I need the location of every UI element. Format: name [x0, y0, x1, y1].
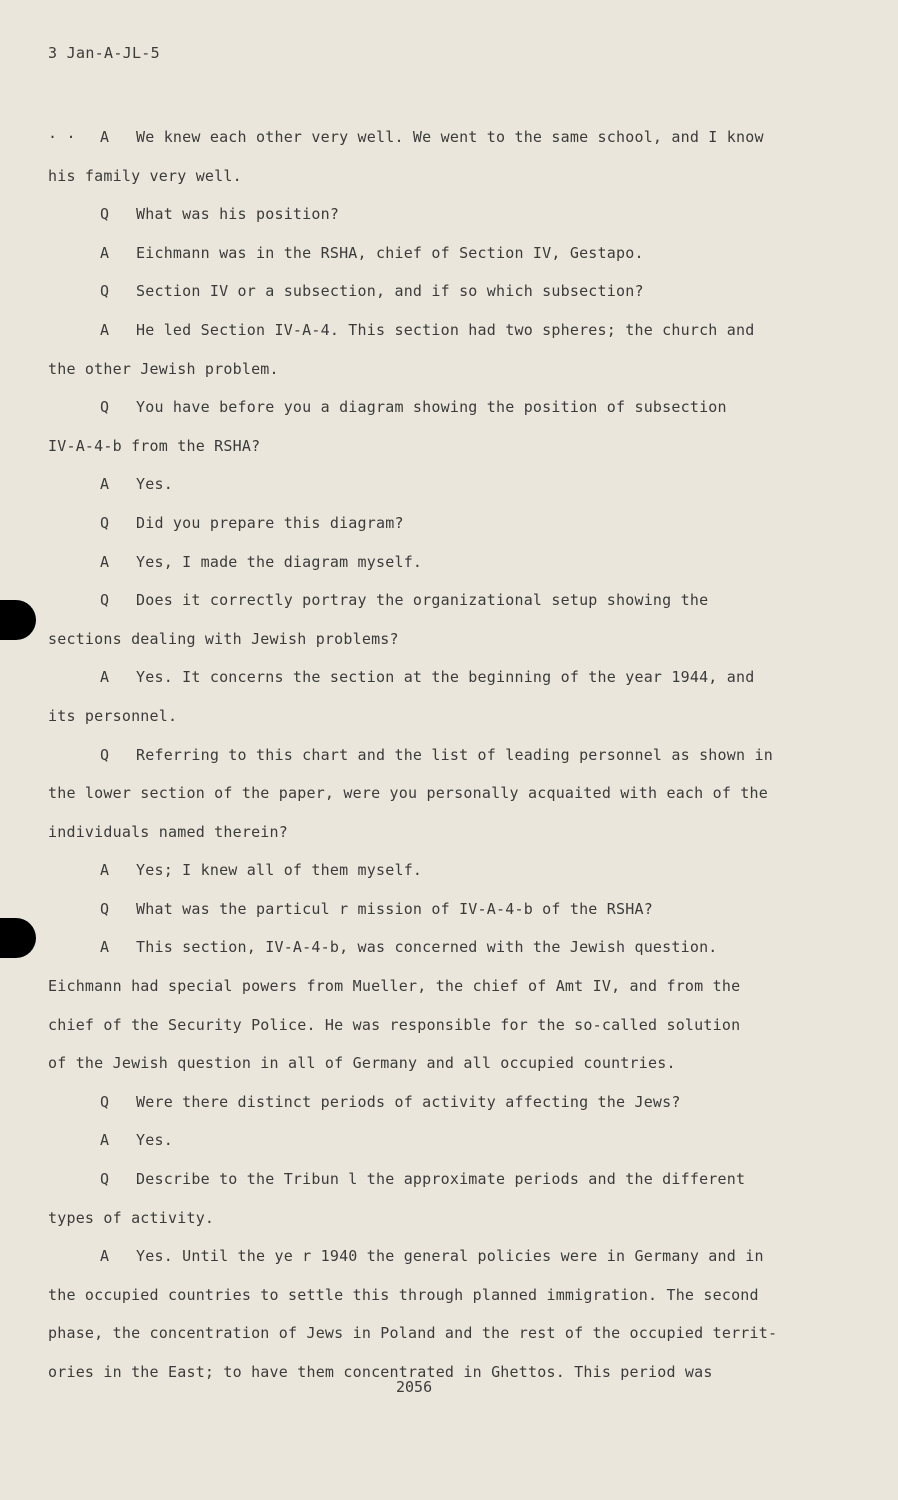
line-text: Section IV or a subsection, and if so which subsection? — [136, 282, 644, 301]
transcript-line — [48, 1006, 818, 1045]
line-text: Does it correctly portray the organizational setup showing the — [136, 591, 709, 610]
speaker-label: Q — [100, 513, 110, 532]
speaker-label: A — [100, 1131, 110, 1150]
line-text: of the Jewish question in all of Germany and all occupied countries. — [48, 1054, 676, 1073]
transcript-line — [48, 350, 818, 389]
line-text: individuals named therein? — [48, 822, 288, 841]
transcript-line — [48, 272, 818, 311]
line-text: Were there distinct periods of activity affecting the Jews? — [136, 1092, 681, 1111]
line-text: Referring to this chart and the list of leading personnel as shown in — [136, 745, 773, 764]
line-text: the lower section of the paper, were you personally acquaited with each of the — [48, 784, 768, 803]
speaker-label: A — [100, 668, 110, 687]
transcript-line — [48, 388, 818, 427]
transcript-line — [48, 118, 818, 157]
transcript-body — [48, 118, 818, 1392]
line-text: types of activity. — [48, 1208, 215, 1227]
transcript-line — [48, 234, 818, 273]
transcript-line — [48, 851, 818, 890]
speaker-label: A — [100, 128, 110, 146]
line-text: This section, IV-A-4-b, was concerned with the Jewish question. — [136, 938, 718, 957]
transcript-line — [48, 195, 818, 234]
line-text: Yes. It concerns the section at the beginning of the year 1944, and — [136, 668, 755, 687]
document-reference: 3 Jan-A-JL-5 — [48, 44, 160, 62]
speaker-label: A — [100, 1247, 110, 1266]
line-text: He led Section IV-A-4. This section had two spheres; the church and — [136, 320, 755, 339]
transcript-line — [48, 1237, 818, 1276]
transcript-line — [48, 581, 818, 620]
transcript-line — [48, 697, 818, 736]
line-text: Describe to the Tribun l the approximate periods and the different — [136, 1170, 746, 1189]
transcript-line — [48, 465, 818, 504]
line-text: ories in the East; to have them concentrated in Ghettos. This period was — [48, 1363, 713, 1381]
line-text: Yes. — [136, 475, 173, 494]
line-text: Yes. — [136, 1131, 173, 1150]
speaker-label: Q — [100, 205, 110, 224]
transcript-line — [48, 620, 818, 659]
line-text: phase, the concentration of Jews in Poland and the rest of the occupied territ- — [48, 1324, 778, 1343]
transcript-line — [48, 311, 818, 350]
punch-hole — [0, 918, 36, 958]
line-text: Eichmann had special powers from Mueller, the chief of Amt IV, and from the — [48, 977, 741, 996]
line-text: his family very well. — [48, 166, 242, 185]
line-text: What was the particul r mission of IV-A-4-b of the RSHA? — [136, 899, 653, 918]
transcript-line — [48, 967, 818, 1006]
line-text: Yes. Until the ye r 1940 the general policies were in Germany and in — [136, 1247, 764, 1266]
line-text: the other Jewish problem. — [48, 359, 279, 378]
margin-dots: · · — [48, 128, 76, 146]
transcript-line — [48, 1276, 818, 1315]
speaker-label: Q — [100, 745, 110, 764]
punch-hole — [0, 600, 36, 640]
transcript-line — [48, 504, 818, 543]
line-text: Eichmann was in the RSHA, chief of Section IV, Gestapo. — [136, 243, 644, 262]
speaker-label: Q — [100, 1092, 110, 1111]
speaker-label: A — [100, 243, 110, 262]
line-text: its personnel. — [48, 706, 178, 725]
line-text: Yes, I made the diagram myself. — [136, 552, 423, 571]
transcript-line — [48, 813, 818, 852]
speaker-label: A — [100, 320, 110, 339]
transcript-line — [48, 543, 818, 582]
speaker-label: Q — [100, 1170, 110, 1189]
transcript-line — [48, 1083, 818, 1122]
line-text: We knew each other very well. We went to the same school, and I know — [136, 128, 764, 146]
transcript-line — [48, 736, 818, 775]
line-text: You have before you a diagram showing the position of subsection — [136, 398, 727, 417]
page-number: 2056 — [396, 1378, 433, 1396]
speaker-label: A — [100, 938, 110, 957]
transcript-line — [48, 1044, 818, 1083]
transcript-line — [48, 1199, 818, 1238]
transcript-line — [48, 157, 818, 196]
line-text: Did you prepare this diagram? — [136, 513, 404, 532]
speaker-label: A — [100, 552, 110, 571]
transcript-line — [48, 774, 818, 813]
transcript-line — [48, 1314, 818, 1353]
speaker-label: Q — [100, 398, 110, 417]
transcript-line — [48, 658, 818, 697]
transcript-line — [48, 1121, 818, 1160]
transcript-line — [48, 427, 818, 466]
line-text: Yes; I knew all of them myself. — [136, 861, 423, 880]
speaker-label: A — [100, 861, 110, 880]
transcript-line — [48, 890, 818, 929]
line-text: chief of the Security Police. He was responsible for the so-called solution — [48, 1015, 741, 1034]
speaker-label: Q — [100, 899, 110, 918]
speaker-label: Q — [100, 282, 110, 301]
transcript-line — [48, 928, 818, 967]
line-text: sections dealing with Jewish problems? — [48, 629, 399, 648]
transcript-line — [48, 1160, 818, 1199]
line-text: the occupied countries to settle this through planned immigration. The second — [48, 1285, 759, 1304]
speaker-label: Q — [100, 591, 110, 610]
line-text: What was his position? — [136, 205, 340, 224]
transcript-line — [48, 1353, 818, 1392]
speaker-label: A — [100, 475, 110, 494]
line-text: IV-A-4-b from the RSHA? — [48, 436, 261, 455]
